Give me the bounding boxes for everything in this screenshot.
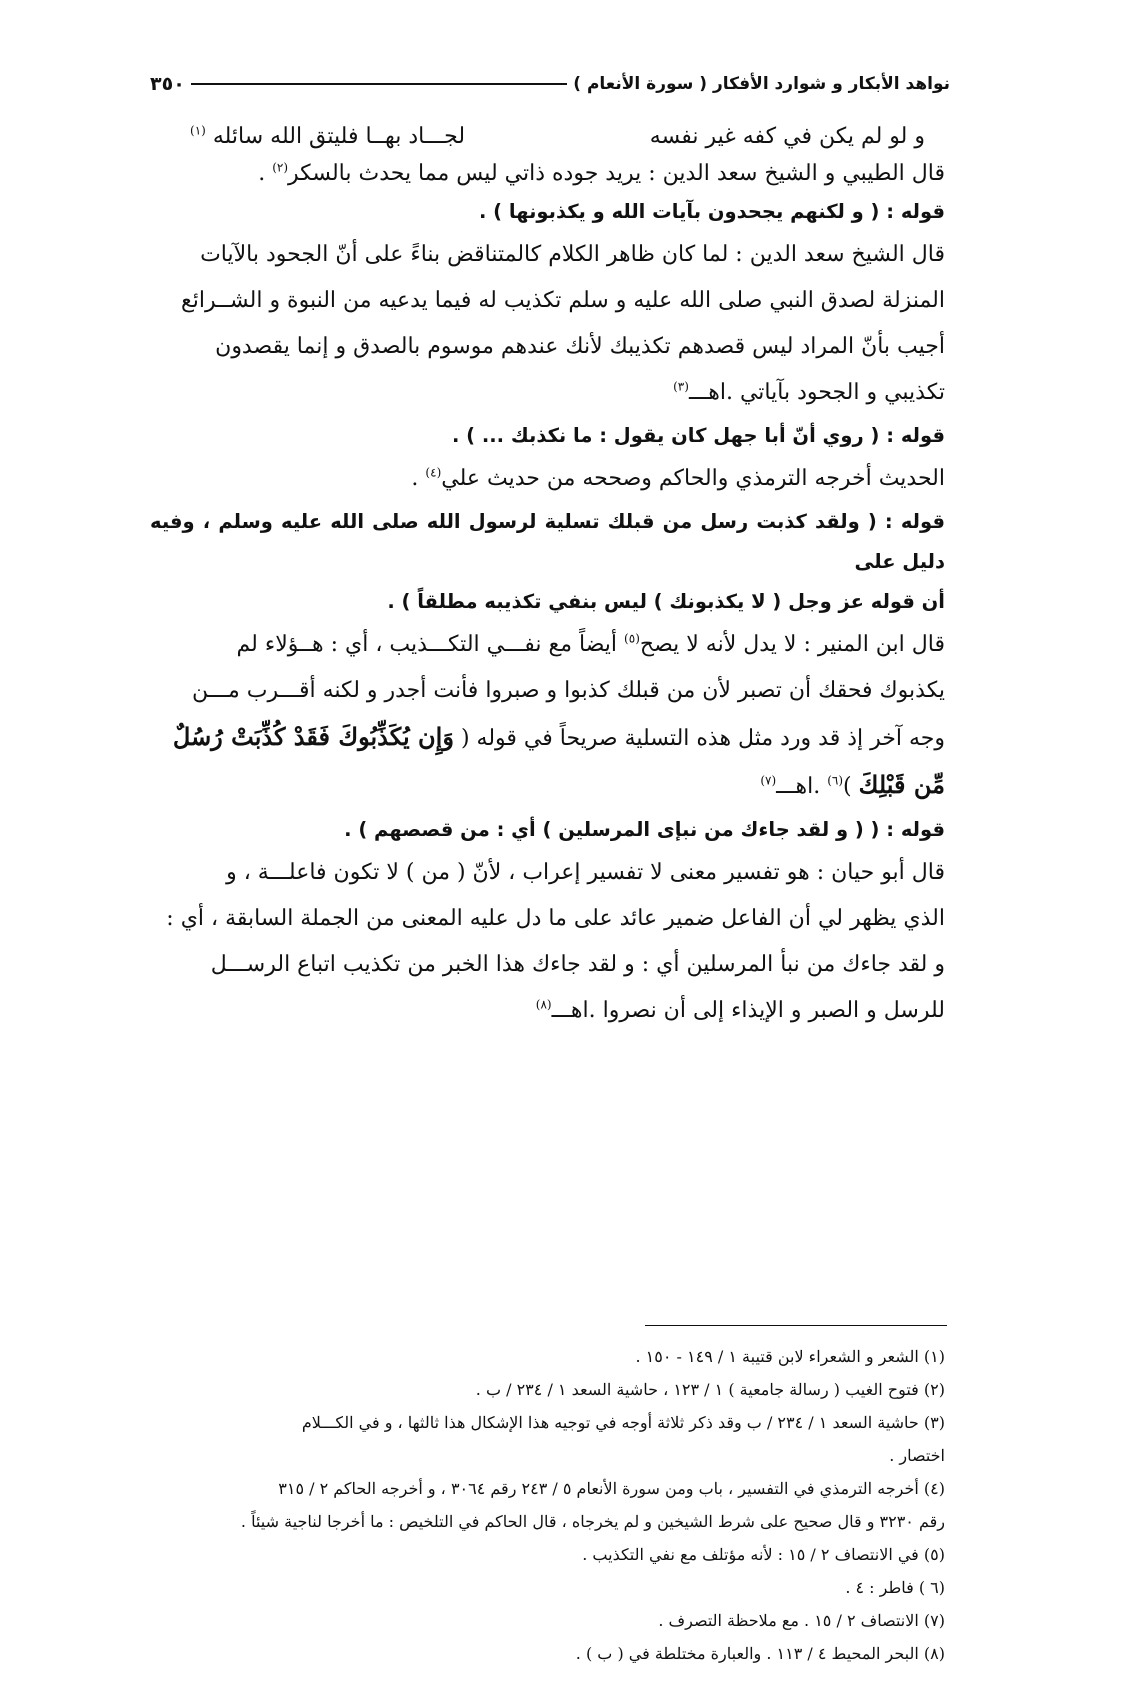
footnote: (٦ ) فاطر : ٤ . — [845, 1578, 945, 1597]
footnote-ref: (١) — [190, 123, 206, 138]
text-line: و لقد جاءك من نبأ المرسلين أي : و لقد جاءك هذا الخبر من تكذيب اتباع الرســـل — [210, 952, 945, 977]
text-line: المنزلة لصدق النبي صلى الله عليه و سلم تكذيب له فيما يدعيه من النبوة و الشــرائع — [181, 288, 945, 313]
main-text — [150, 118, 945, 1034]
footnote: (٧) الانتصاف ٢ / ١٥ . مع ملاحظة التصرف . — [658, 1611, 945, 1630]
section-heading: قوله : ( ( و لقد جاءك من نبإى المرسلين ) أي : من قصصهم ) . — [344, 818, 945, 841]
text-line: قال ابن المنير : لا يدل لأنه لا يصح$^{(٥)}$ أيضاً مع نفـــي التكـــذيب ، أي : هــؤلاء لم — [236, 631, 945, 657]
section-heading: قوله : ( و لكنهم يجحدون بآيات الله و يكذبونها ) . — [478, 200, 945, 223]
text-line: الحديث أخرجه الترمذي والحاكم وصححه من حديث علي$^{(٤)}$ . — [411, 465, 945, 491]
footnote-separator — [645, 1325, 947, 1326]
footnote: اختصار . — [889, 1446, 945, 1465]
verse-first-hemistich: و لو لم يكن في كفه غير نفسه — [649, 124, 925, 149]
footnote-ref: (٢) — [272, 160, 289, 175]
section-heading: قوله : ( روي أنّ أبا جهل كان يقول : ما نكذبك ... ) . — [451, 424, 945, 447]
quran-verse: مِّن قَبْلِكَ — [858, 770, 945, 799]
text-line: يكذبوك فحقك أن تصبر لأن من قبلك كذبوا و صبروا فأنت أجدر و لكنه أقـــرب مـــن — [191, 678, 945, 703]
text-line: الذي يظهر لي أن الفاعل ضمير عائد على ما دل عليه المعنى من الجملة السابقة ، أي : — [166, 906, 945, 931]
footnote: رقم ٣٢٣٠ و قال صحيح على شرط الشيخين و لم يخرجاه ، قال الحاكم في التلخيص : ما أخرجا لناجية شيئاً . — [240, 1512, 945, 1531]
header-rule — [191, 83, 567, 85]
text-line: تكذيبي و الجحود بآياتي .اهـــ$^{(٣)}$ — [673, 379, 945, 405]
footnote-ref: (٣) — [673, 379, 689, 394]
verse-second-hemistich: لجـــاد بهــا فليتق الله سائله $^{(١)}$ — [190, 123, 466, 149]
footnote: (٨) البحر المحيط ٤ / ١١٣ . والعبارة مختلطة في ( ب ) . — [575, 1644, 945, 1663]
text-line: مِّن قَبْلِكَ )$^{(٦)}$ .اهـــ$^{(٧)}$ — [760, 770, 945, 799]
text-line: قال أبو حيان : هو تفسير معنى لا تفسير إعراب ، لأنّ ( من ) لا تكون فاعلـــة ، و — [226, 860, 945, 885]
footnote-ref: (٦) — [827, 773, 844, 788]
footnote-ref: (٤) — [425, 465, 442, 480]
page-number: ٣٥٠ — [150, 73, 185, 95]
footnote: (١) الشعر و الشعراء لابن قتيبة ١ / ١٤٩ - ١٥٠ . — [635, 1347, 945, 1366]
text-line: قال الطيبي و الشيخ سعد الدين : يريد جوده ذاتي ليس مما يحدث بالسكر$^{(٢)}$ . — [258, 160, 945, 186]
poetry-verse — [150, 118, 945, 155]
quran-verse: وَإِن يُكَذِّبُوكَ فَقَدْ كُذِّبَتْ رُسُلٌ — [172, 722, 454, 751]
section-heading: أن قوله عز وجل ( لا يكذبونك ) ليس بنفي تكذيبه مطلقاً ) . — [387, 590, 945, 613]
footnotes — [150, 1340, 945, 1670]
section-heading: قوله : ( ولقد كذبت رسل من قبلك تسلية لرسول الله صلى الله عليه وسلم ، وفيه دليل على — [150, 510, 945, 573]
footnote-ref: (٧) — [760, 773, 777, 788]
text-line: للرسل و الصبر و الإيذاء إلى أن نصروا .اهـــ$^{(٨)}$ — [535, 997, 945, 1023]
text-line: وجه آخر إذ قد ورد مثل هذه التسلية صريحاً في قوله ( وَإِن يُكَذِّبُوكَ فَقَدْ كُذِّبَتْ رُسُلٌ — [172, 722, 945, 751]
footnote: (٢) فتوح الغيب ( رسالة جامعية ) ١ / ١٢٣ ، حاشية السعد ١ / ٢٣٤ / ب . — [475, 1380, 945, 1399]
running-header — [150, 68, 950, 100]
header-title: نواهد الأبكار و شوارد الأفكار ( سورة الأنعام ) — [573, 74, 950, 94]
footnote: (٤) أخرجه الترمذي في التفسير ، باب ومن سورة الأنعام ٥ / ٢٤٣ رقم ٣٠٦٤ ، و أخرجه الحاكم ٢ / ٣١٥ — [278, 1479, 945, 1498]
footnote: (٥) في الانتصاف ٢ / ١٥ : لأنه مؤتلف مع نفي التكذيب . — [582, 1545, 945, 1564]
footnote-ref: (٥) — [624, 631, 640, 646]
footnote: (٣) حاشية السعد ١ / ٢٣٤ / ب وقد ذكر ثلاثة أوجه في توجيه هذا الإشكال هذا ثالثها ، و في الكـــلام — [301, 1413, 945, 1432]
text-line: قال الشيخ سعد الدين : لما كان ظاهر الكلام كالمتناقض بناءً على أنّ الجحود بالآيات — [200, 242, 945, 267]
footnote-ref: (٨) — [535, 997, 552, 1012]
text-line: أجيب بأنّ المراد ليس قصدهم تكذيبك لأنك عندهم موسوم بالصدق و إنما يقصدون — [215, 334, 945, 359]
